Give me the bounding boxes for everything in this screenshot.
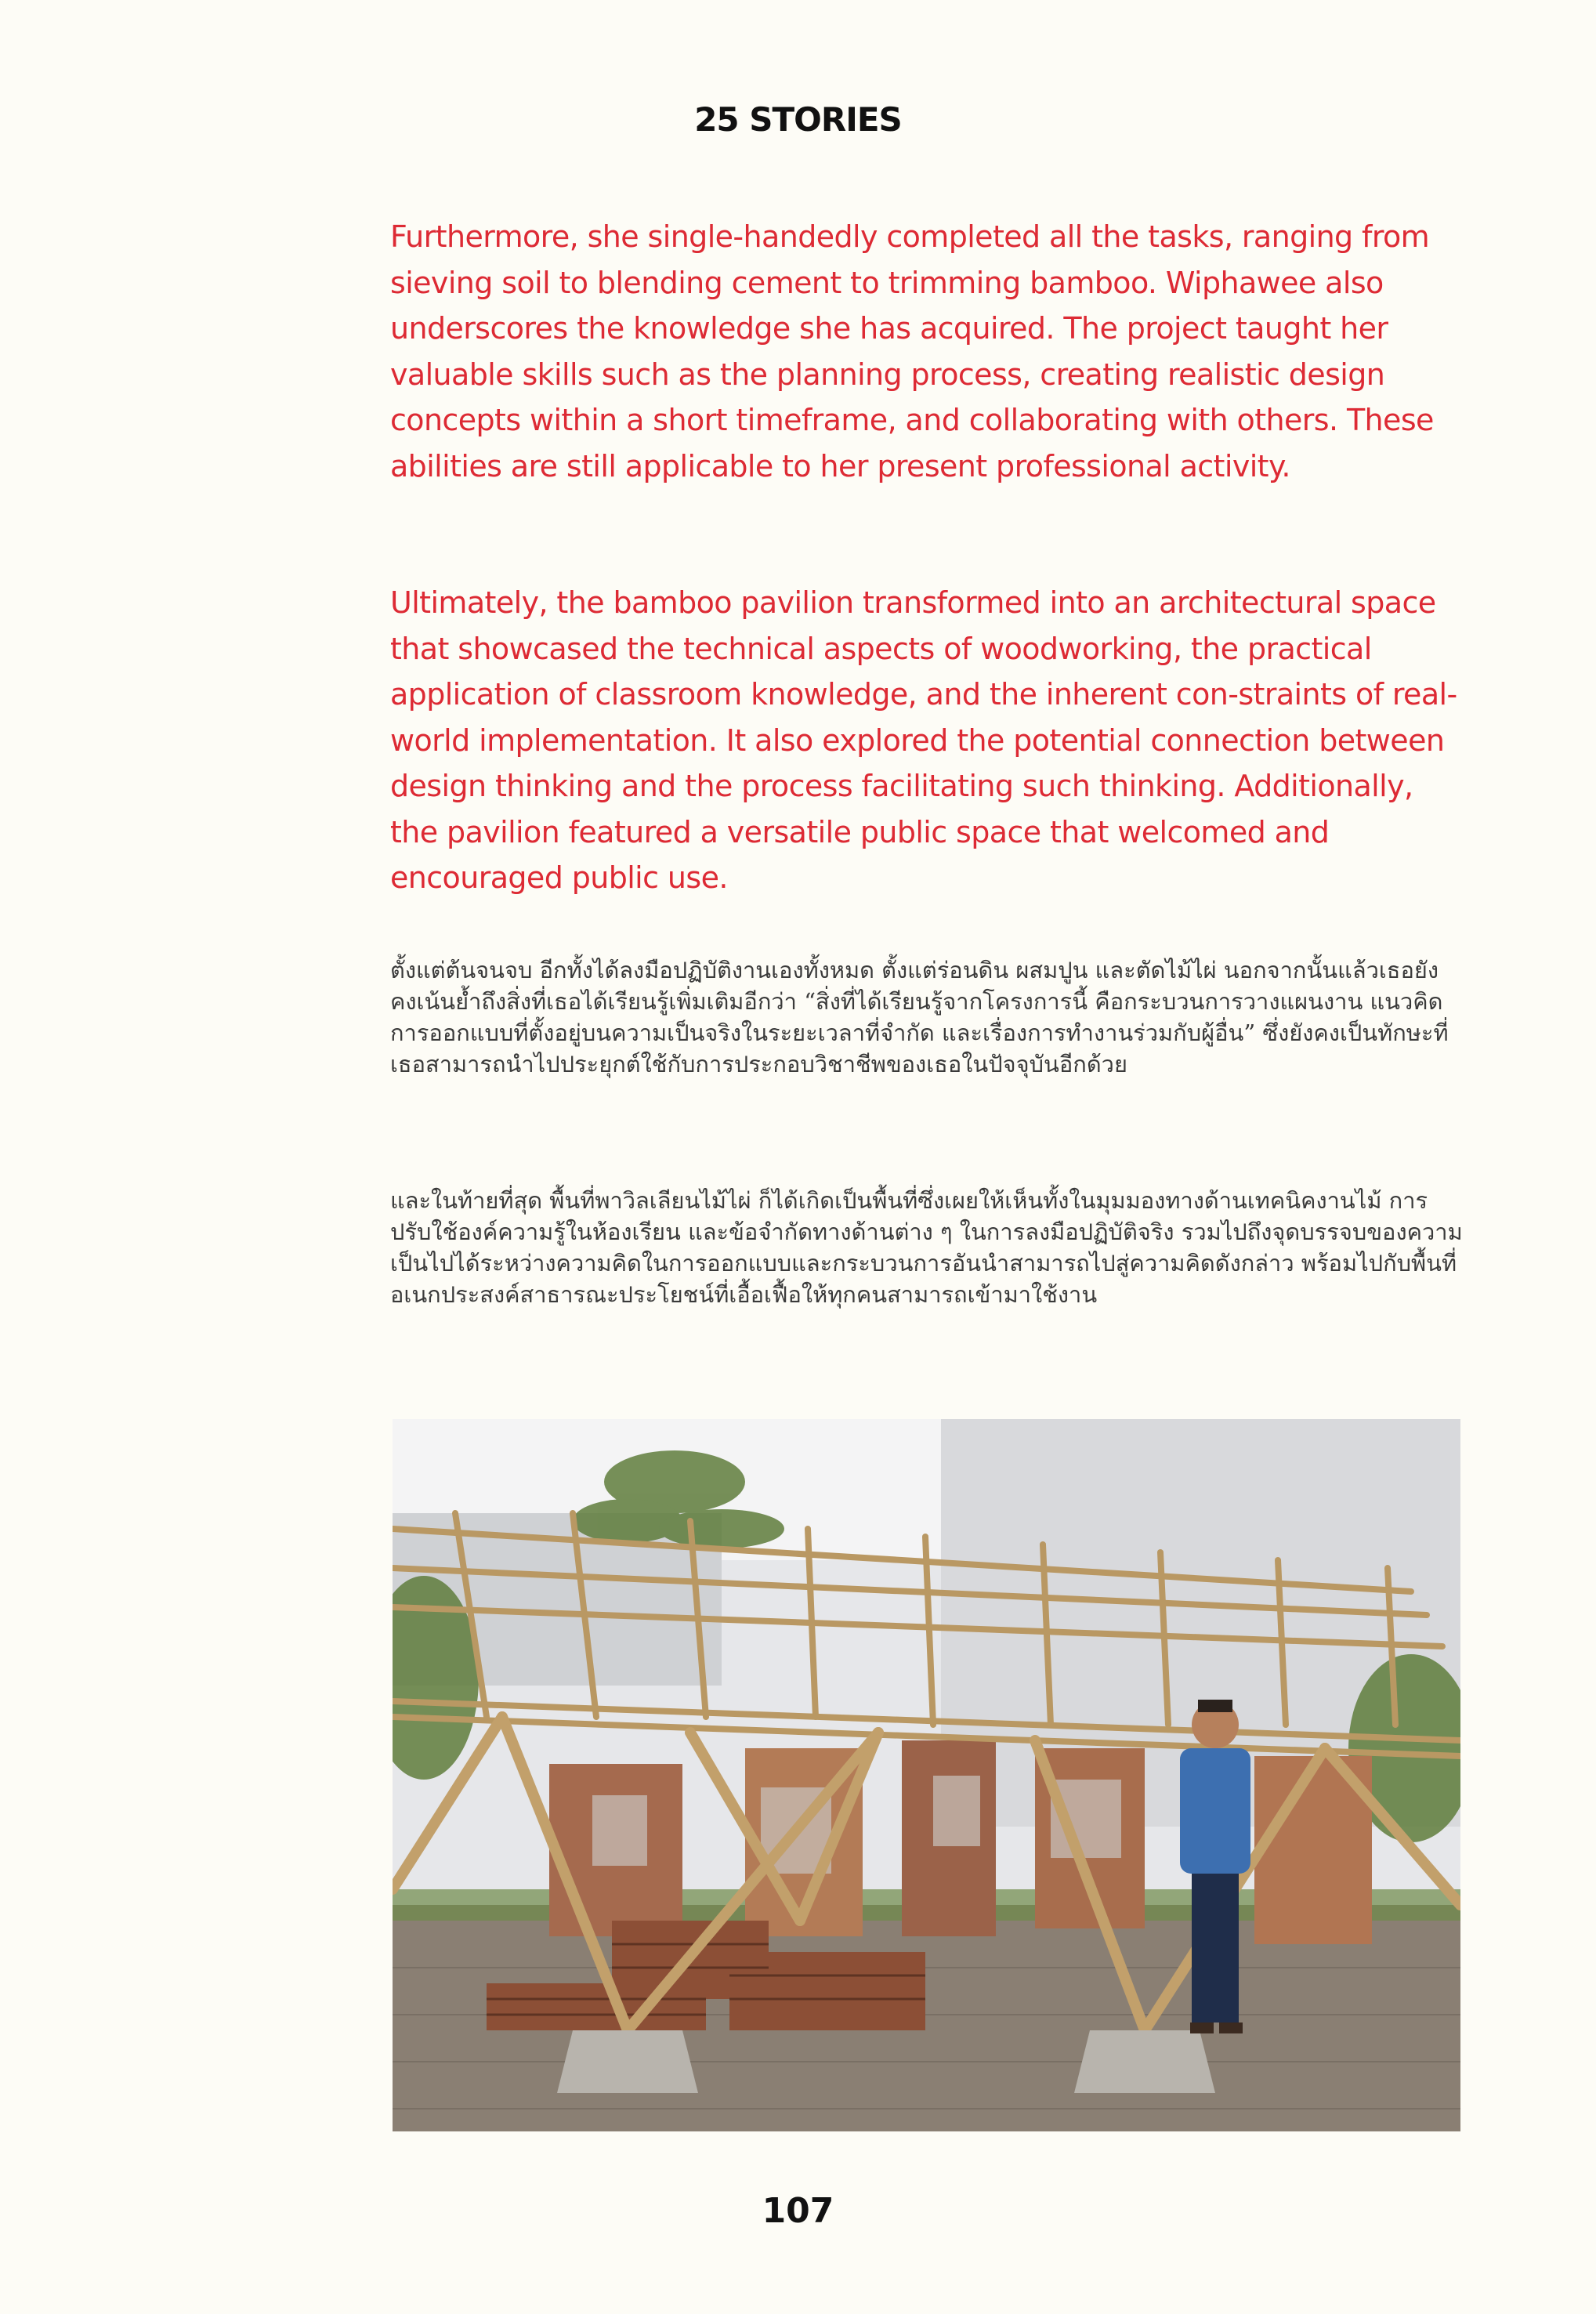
page-header-title: 25 STORIES bbox=[694, 100, 902, 139]
bamboo-pavilion-photo bbox=[393, 1419, 1460, 2131]
english-paragraph-2: Ultimately, the bamboo pavilion transformed into an architectural space that showcased the technical aspects of woodworking, the practical application of classroom knowledge, and the inherent con-straints of real-world implementation. It also explored the potential connection between design thinking and the process facilitating such thinking. Additionally, the pavilion featured a versatile public space that welcomed and encouraged public use. bbox=[390, 585, 1457, 895]
english-paragraph-1: Furthermore, she single-handedly completed all the tasks, ranging from sieving soil to blending cement to trimming bamboo. Wiphawee also underscores the knowledge she has acquired. The project taught her valuable skills such as the planning process, creating realistic design concepts within a short timeframe, and collaborating with others. These abilities are still applicable to her present professional activity. bbox=[390, 219, 1434, 483]
thai-paragraph-1: ตั้งแต่ต้นจนจบ อีกทั้งได้ลงมือปฏิบัติงานเองทั้งหมด ตั้งแต่ร่อนดิน ผสมปูน และตัดไม้ไผ่ นอกจากนั้นแล้วเธอยังคงเน้นย้ำถึงสิ่งที่เธอได้เรียนรู้เพิ่มเติมอีกว่า “สิ่งที่ได้เรียนรู้จากโครงการนี้ คือกระบวนการวางแผนงาน แนวคิดการออกแบบที่ตั้งอยู่บนความเป็นจริงในระยะเวลาที่จำกัด และเรื่องการทำงานร่วมกับผู้อื่น” ซึ่งยังคงเป็นทักษะที่เธอสามารถนำไปประยุกต์ใช้กับการประกอบวิชาชีพของเธอในปัจจุบันอีกด้วย bbox=[390, 957, 1449, 1077]
thai-paragraph-2: และในท้ายที่สุด พื้นที่พาวิลเลียนไม้ไผ่ ก็ได้เกิดเป็นพื้นที่ซึ่งเผยให้เห็นทั้งในมุมมองทางด้านเทคนิคงานไม้ การปรับใช้องค์ความรู้ในห้องเรียน และข้อจำกัดทางด้านต่าง ๆ ในการลงมือปฏิบัติจริง รวมไปถึงจุดบรรจบของความเป็นไปได้ระหว่างความคิดในการออกแบบและกระบวนการอันนำสามารถไปสู่ความคิดดังกล่าว พร้อมไปกับพื้นที่อเนกประสงค์สาธารณะประโยชน์ที่เอื้อเฟื้อให้ทุกคนสามารถเข้ามาใช้งาน bbox=[390, 1187, 1463, 1308]
page-number: 107 bbox=[762, 2191, 834, 2231]
